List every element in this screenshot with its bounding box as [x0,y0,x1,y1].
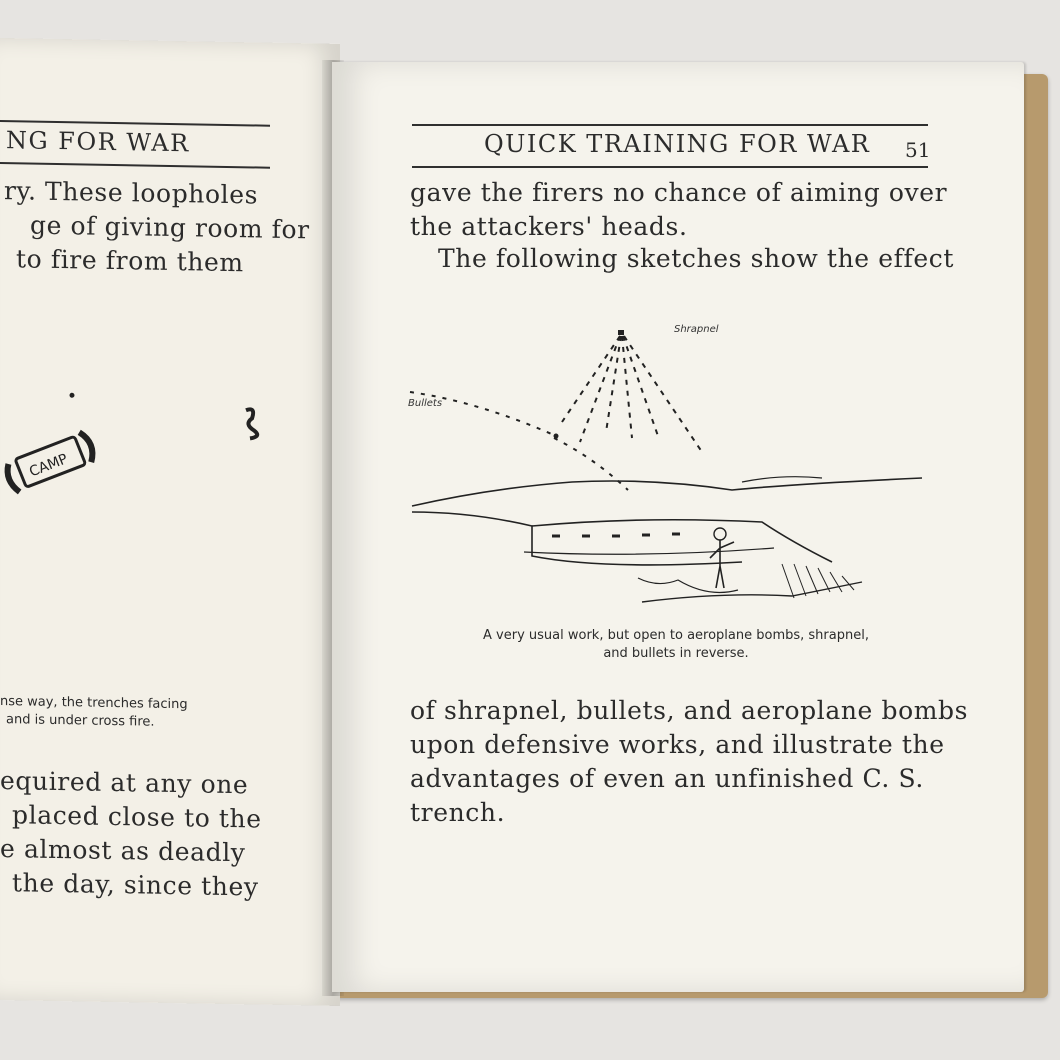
left-text-line: ge of giving room for [30,210,310,245]
left-text-line: the day, since they [12,868,259,902]
right-caption-line: and bullets in reverse. [603,646,749,661]
left-caption-line: nse way, the trenches facing [0,694,188,713]
left-running-head: NG FOR WAR [6,126,190,158]
right-caption-line: A very usual work, but open to aeroplane bombs, shrapnel, [483,628,869,643]
trench-sketch [402,312,932,612]
page-number: 51 [905,138,931,162]
bullets-label: Bullets [408,398,443,409]
right-text-line: upon defensive works, and illustrate the [410,730,945,759]
left-caption-line: and is under cross fire. [6,712,155,730]
left-text-line: ry. These loopholes [4,176,259,210]
left-text-line: e almost as deadly [0,834,246,868]
right-text-line: The following sketches show the effect [438,244,954,273]
right-text-line: the attackers' heads. [410,212,688,241]
right-header-rule-bottom [412,166,928,168]
right-header-rule-top [412,124,928,126]
left-text-line: placed close to the [12,800,262,834]
right-running-head: QUICK TRAINING FOR WAR [484,130,871,158]
left-text-line: to fire from them [16,244,244,278]
camp-label: CAMP [27,451,71,481]
right-page [332,62,1024,992]
left-header-rule-top [0,120,270,127]
left-header-rule-bottom [0,162,270,169]
right-text-line: of shrapnel, bullets, and aeroplane bombs [410,696,969,725]
right-text-line: advantages of even an unfinished C. S. [410,764,924,793]
shrapnel-label: Shrapnel [674,324,719,335]
right-text-line: gave the firers no chance of aiming over [410,178,948,207]
camp-sketch [0,388,300,553]
right-text-line: trench. [410,798,506,827]
left-page [0,38,340,1006]
left-text-line: equired at any one [0,766,249,800]
